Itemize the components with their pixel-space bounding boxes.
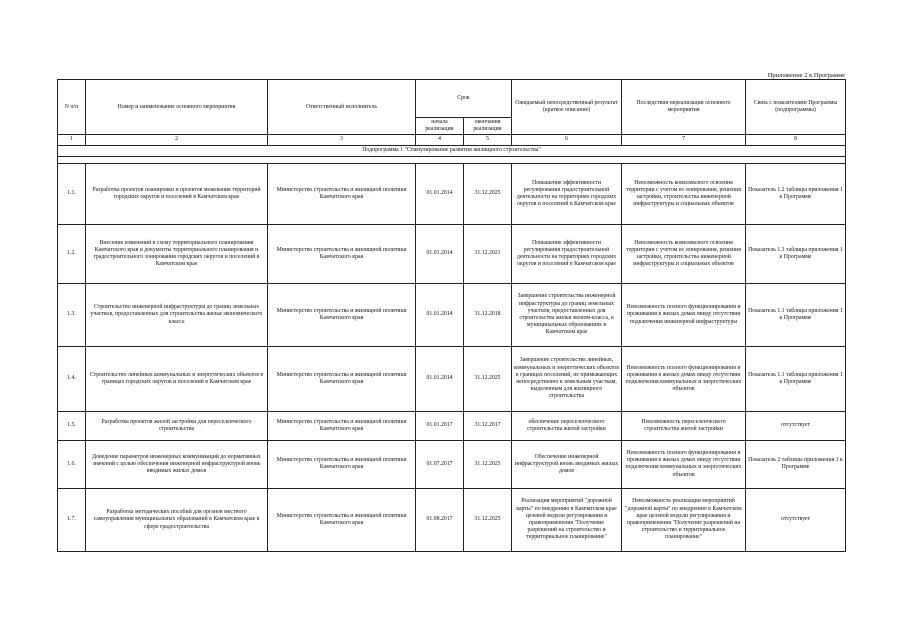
row-num: 1.7.: [58, 488, 86, 551]
row-start: 01.07.2017: [416, 440, 464, 488]
column-number: 8: [746, 135, 846, 146]
column-number: 5: [464, 135, 512, 146]
header-num: N п/п: [58, 80, 86, 135]
row-consequences: Невозможность полного функционирования и проживания в жилых домах ввиду отсутствия подключения коммунальных и энергетических объектов: [622, 440, 746, 488]
row-name: Строительство линейных коммунальных и энергетических объектов в границах городских округов и поселений в Камчатском крае: [86, 346, 268, 411]
row-num: 1.6.: [58, 440, 86, 488]
row-start: 01.01.2014: [416, 163, 464, 224]
row-start: 01.08.2017: [416, 488, 464, 551]
row-consequences: Невозможность переселенческого строительства жилой застройки: [622, 411, 746, 440]
table-row: [58, 283, 846, 346]
column-number: 7: [622, 135, 746, 146]
row-name: Разработка проектов жилой застройки для переселенческого строительства: [86, 411, 268, 440]
header-start: начала реализации: [416, 118, 464, 135]
row-result: Реализация мероприятий "дорожной карты" по внедрению в Камчатском крае целевой модели регулирования и правоприменения "Получение разрешений на строительство и территориальное планирование": [512, 488, 622, 551]
row-link: Показатель 1.3 таблицы приложения 1 к Программе: [746, 224, 846, 283]
row-num: 1.4.: [58, 346, 86, 411]
row-executor: Министерство строительства и жилищной политики Камчатского края: [268, 488, 416, 551]
row-start: 01.01.2014: [416, 283, 464, 346]
subprogram-row: [58, 145, 846, 156]
row-link: отсутствует: [746, 411, 846, 440]
row-num: 1.1.: [58, 163, 86, 224]
appendix-label: Приложение 2 к Программе: [767, 72, 845, 79]
row-num: 1.3.: [58, 283, 86, 346]
row-start: 01.01.2014: [416, 346, 464, 411]
row-result: Обеспечение инженерной инфраструктурой вновь вводимых жилых домов: [512, 440, 622, 488]
header-name: Номер и наименование основного мероприятия: [86, 80, 268, 135]
row-result: Повышение эффективности регулирования градостроительной деятельности на территориях городских округов и поселений в Камчатском крае: [512, 163, 622, 224]
header-executor: Ответственный исполнитель: [268, 80, 416, 135]
row-name: Разработка проектов планировки и проектов межевания территорий городских округов и поселений в Камчатском крае: [86, 163, 268, 224]
row-executor: Министерство строительства и жилищной политики Камчатского края: [268, 346, 416, 411]
table-row: [58, 346, 846, 411]
row-num: 1.2.: [58, 224, 86, 283]
row-result: Завершение строительства линейных, коммунальных и энергетических объектов в границах поселений, не примыкающих непосредственно к земельным участкам, выделенным для жилищного строительства: [512, 346, 622, 411]
row-name: Доведение параметров инженерных коммуникаций до нормативных значений с целью обеспечения инженерной инфраструктурой вновь вводимых жилых домов: [86, 440, 268, 488]
row-consequences: Невозможность комплексного освоения территории с учетом ее зонирования, решения застройки, строительства инженерной инфраструктуры и социальных объектов: [622, 224, 746, 283]
header-result: Ожидаемый непосредственный результат (краткое описание): [512, 80, 622, 135]
activities-table: [57, 79, 846, 552]
spacer-cell: [58, 156, 846, 163]
row-name: Внесение изменений в схему территориального планирования Камчатского края и документы территориального планирования и градостроительного зонирования городских округов и поселений в Камчатском крае: [86, 224, 268, 283]
column-number: 1: [58, 135, 86, 146]
row-end: 31.12.2017: [464, 411, 512, 440]
row-link: отсутствует: [746, 488, 846, 551]
header-term: Срок: [416, 80, 512, 118]
column-number: 6: [512, 135, 622, 146]
row-link: Показатель 1.1 таблицы приложения 1 к Программе: [746, 283, 846, 346]
table-row: [58, 163, 846, 224]
row-consequences: Невозможность комплексного освоения территории с учетом ее зонирования, решения застройки, строительства инженерной инфраструктуры и социальных объектов: [622, 163, 746, 224]
column-number: 4: [416, 135, 464, 146]
row-end: 31.12.2025: [464, 163, 512, 224]
spacer-row: [58, 156, 846, 163]
table-row: [58, 224, 846, 283]
row-consequences: Невозможность полного функционирования и проживания в жилых домах ввиду отсутствия подключения коммунальных и энергетических объектов: [622, 346, 746, 411]
row-name: Разработка методических пособий для органов местного самоуправления муниципальных образований в Камчатском крае в сфере градостроительства: [86, 488, 268, 551]
row-link: Показатель 1.2 таблицы приложения 1 к Программе: [746, 163, 846, 224]
row-start: 01.01.2017: [416, 411, 464, 440]
table-row: [58, 440, 846, 488]
subprogram-title: Подпрограмма 1 "Стимулирование развития жилищного строительства": [58, 145, 846, 156]
row-consequences: Невозможность реализации мероприятий "дорожной карты" по внедрению в Камчатском крае целевой модели регулирования и правоприменения "Получение разрешений на строительство и территориальное планирование": [622, 488, 746, 551]
row-end: 31.12.2021: [464, 224, 512, 283]
header-consequences: Последствия нереализации основного мероприятия: [622, 80, 746, 135]
row-executor: Министерство строительства и жилищной политики Камчатского края: [268, 283, 416, 346]
table-row: [58, 488, 846, 551]
header-link: Связь с показателями Программы (подпрограммы): [746, 80, 846, 135]
row-end: 31.12.2025: [464, 440, 512, 488]
header-row: [58, 80, 846, 118]
row-end: 31.12.2018: [464, 283, 512, 346]
row-num: 1.5.: [58, 411, 86, 440]
row-result: Завершение строительства инженерной инфраструктуры до границ земельных участков, предоставленных для строительства жилья эконом-класса, в муниципальных образованиях в Камчатском крае: [512, 283, 622, 346]
row-executor: Министерство строительства и жилищной политики Камчатского края: [268, 224, 416, 283]
column-numbers-row: [58, 135, 846, 146]
row-link: Показатель 2 таблицы приложения 1 к Программе: [746, 440, 846, 488]
column-number: 2: [86, 135, 268, 146]
header-end: окончания реализации: [464, 118, 512, 135]
row-end: 31.12.2025: [464, 346, 512, 411]
row-link: Показатель 1.1 таблицы приложения 1 к Программе: [746, 346, 846, 411]
row-result: обеспечение переселенческого строительства жилой застройки: [512, 411, 622, 440]
table-row: [58, 411, 846, 440]
row-executor: Министерство строительства и жилищной политики Камчатского края: [268, 163, 416, 224]
row-result: Повышение эффективности регулирования градостроительной деятельности на территориях городских округов и поселений в Камчатском крае: [512, 224, 622, 283]
row-start: 01.01.2014: [416, 224, 464, 283]
row-executor: Министерство строительства и жилищной политики Камчатского края: [268, 411, 416, 440]
row-end: 31.12.2025: [464, 488, 512, 551]
row-executor: Министерство строительства и жилищной политики Камчатского края: [268, 440, 416, 488]
row-consequences: Невозможность полного функционирования и проживания в жилых домах ввиду отсутствия подключения инженерной инфраструктуры: [622, 283, 746, 346]
row-name: Строительство инженерной инфраструктуры до границ земельных участков, предоставленных для строительства жилья экономического класса: [86, 283, 268, 346]
column-number: 3: [268, 135, 416, 146]
